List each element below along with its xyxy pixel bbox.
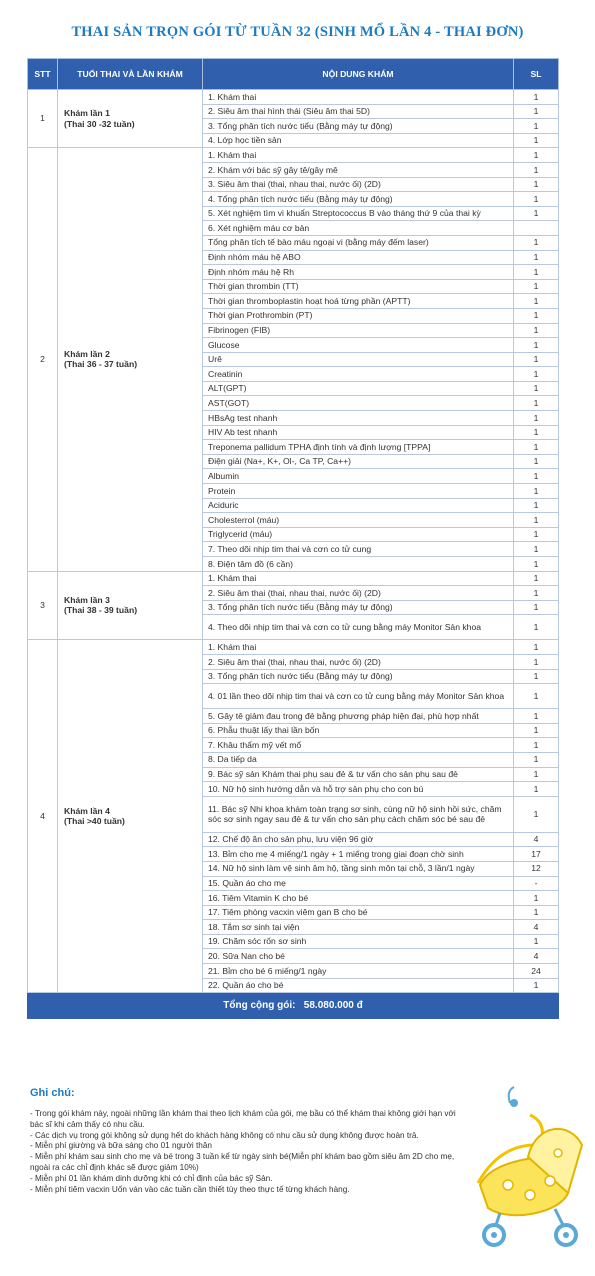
service-quantity: 1 [514,367,559,382]
service-item: 4. Tổng phân tích nước tiểu (Bằng máy tự động) [203,192,514,207]
service-quantity: 1 [514,279,559,294]
total-label: Tổng cộng gói: [223,999,296,1011]
service-item: 14. Nữ hộ sinh làm vệ sinh âm hộ, tầng sinh môn tại chỗ, 3 lần/1 ngày [203,861,514,876]
service-quantity: 1 [514,709,559,724]
visit-range: (Thai 38 - 39 tuần) [64,605,138,616]
visit-name: Khám lần 1 [64,108,110,119]
service-item: Điện giải (Na+, K+, Ol-, Ca TP, Ca++) [203,454,514,469]
service-quantity: 1 [514,905,559,920]
total-value: 58.080.000 đ [303,999,363,1011]
service-quantity: 1 [514,484,559,499]
service-quantity: 1 [514,294,559,309]
service-quantity: 1 [514,396,559,411]
note-item: - Các dịch vụ trong gói không sử dụng hết do khách hàng không có nhu cầu sử dụng không được hoàn trả. [30,1130,419,1140]
service-item: 3. Tổng phân tích nước tiểu (Bằng máy tự động) [203,600,514,615]
service-quantity: 1 [514,654,559,669]
service-item: 4. Theo dõi nhịp tim thai và cơn co tử cung bằng máy Monitor Sản khoa [203,615,514,640]
service-quantity: 1 [514,891,559,906]
service-quantity: 1 [514,782,559,797]
service-quantity: 4 [514,949,559,964]
service-quantity: 1 [514,192,559,207]
service-quantity: 1 [514,338,559,353]
service-quantity: 24 [514,964,559,979]
service-quantity: 12 [514,861,559,876]
service-item: ALT(GPT) [203,381,514,396]
service-quantity: 1 [514,738,559,753]
service-item: 1. Khám thai [203,148,514,163]
service-item: 3. Tổng phân tích nước tiểu (Bằng máy tự động) [203,669,514,684]
service-item: 1. Khám thai [203,90,514,105]
service-quantity: 4 [514,920,559,935]
service-item: Fibrinogen (FIB) [203,323,514,338]
header-visit: TUỔI THAI VÀ LẦN KHÁM [58,59,203,90]
service-item: 6. Xét nghiệm máu cơ bản [203,221,514,236]
service-item: 6. Phẫu thuật lấy thai lần bốn [203,723,514,738]
service-quantity: 1 [514,411,559,426]
service-item: HIV Ab test nhanh [203,425,514,440]
service-quantity: 1 [514,669,559,684]
service-item: 5. Gây tê giảm đau trong đẻ bằng phương pháp hiện đại, phù hợp nhất [203,709,514,724]
note-item: - Miễn phí 01 lần khám dinh dưỡng khi có chỉ định của bác sỹ Sản. [30,1173,273,1183]
service-item: 7. Khâu thẩm mỹ vết mổ [203,738,514,753]
service-item: 3. Tổng phân tích nước tiểu (Bằng máy tự động) [203,119,514,134]
service-item: 2. Khám với bác sỹ gây tê/gây mê [203,162,514,177]
service-quantity [514,221,559,236]
service-item: 9. Bác sỹ sản Khám thai phụ sau đẻ & tư vấn cho sản phụ sau đẻ [203,767,514,782]
service-quantity: 1 [514,265,559,280]
service-quantity: 1 [514,235,559,250]
table-row [28,90,559,105]
page-title: THAI SẢN TRỌN GÓI TỪ TUẦN 32 (SINH MỔ LẦN 4 - THAI ĐƠN) [71,24,524,40]
service-quantity: 1 [514,104,559,119]
service-quantity: 1 [514,767,559,782]
service-item: Tổng phân tích tế bào máu ngoại vi (bằng máy đếm laser) [203,235,514,250]
service-item: Triglycerid (máu) [203,527,514,542]
service-item: 8. Điện tâm đồ (6 cần) [203,557,514,572]
service-quantity: 1 [514,206,559,221]
header-content: NỘI DUNG KHÁM [203,59,514,90]
notes-section [30,1087,470,1195]
service-item: 15. Quần áo cho mẹ [203,876,514,891]
service-quantity: 1 [514,557,559,572]
service-quantity: 1 [514,684,559,709]
total-row [28,993,559,1019]
service-quantity: 1 [514,469,559,484]
service-quantity: 1 [514,600,559,615]
service-item: 20. Sữa Nan cho bé [203,949,514,964]
header-stt: STT [28,59,58,90]
service-quantity: 4 [514,832,559,847]
service-item: Thời gian thromboplastin hoạt hoá từng phần (APTT) [203,294,514,309]
service-quantity: 1 [514,796,559,832]
service-item: Định nhóm máu hệ Rh [203,265,514,280]
service-quantity: 1 [514,615,559,640]
note-item: - Trong gói khám này, ngoài những lần khám thai theo lịch khám của gói, mẹ bầu có thể khám thai không giới hạn với bác sĩ khi cảm thấy có nhu cầu. [30,1109,456,1129]
visit-name: Khám lần 3 [64,594,110,605]
service-item: Treponema pallidum TPHA định tính và định lượng [TPPA] [203,440,514,455]
visit-stt: 1 [28,90,58,148]
service-item: AST(GOT) [203,396,514,411]
service-item: Thời gian Prothrombin (PT) [203,308,514,323]
service-item: 19. Chăm sóc rốn sơ sinh [203,934,514,949]
service-quantity: 1 [514,723,559,738]
service-quantity: 1 [514,148,559,163]
service-item: Glucose [203,338,514,353]
baby-stroller-icon [470,1083,590,1248]
service-quantity: 1 [514,352,559,367]
package-table [27,58,559,1019]
service-quantity: 1 [514,978,559,993]
header-sl: SL [514,59,559,90]
service-quantity: 1 [514,527,559,542]
service-item: Albumin [203,469,514,484]
table-row [28,148,559,163]
service-item: Cholesterrol (máu) [203,513,514,528]
service-item: 11. Bác sỹ Nhi khoa khám toàn trạng sơ sinh, cùng nữ hộ sinh hồi sức, chăm sóc sơ sinh ngay sau đẻ & tư vấn cho sản phụ cách chăm sóc bé sau đẻ [203,796,514,832]
service-item: 1. Khám thai [203,571,514,586]
notes-title: Ghi chú: [30,1087,75,1099]
service-quantity: 1 [514,640,559,655]
service-item: 7. Theo dõi nhịp tim thai và cơn co tử cung [203,542,514,557]
visit-name: Khám lần 2 [64,348,110,359]
service-quantity: 1 [514,934,559,949]
table-row [28,640,559,655]
note-item: - Miễn phí giường và bữa sáng cho 01 người thân [30,1141,212,1151]
service-item: 2. Siêu âm thai (thai, nhau thai, nước ối) (2D) [203,654,514,669]
service-item: Creatinin [203,367,514,382]
service-quantity: 17 [514,847,559,862]
table-row [28,571,559,586]
service-item: 2. Siêu âm thai (thai, nhau thai, nước ối) (2D) [203,586,514,601]
notes-list [30,1109,470,1195]
visit-label [58,148,203,571]
service-quantity: 1 [514,440,559,455]
service-quantity: 1 [514,133,559,148]
note-item: - Miễn phí khám sau sinh cho mẹ và bé trong 3 tuần kể từ ngày sinh bé(Miễn phí khám bao gồm siêu âm 2D cho mẹ, ngoài ra các chỉ định khác sẽ được giảm 10%) [30,1152,455,1172]
service-item: 8. Da tiếp da [203,752,514,767]
service-item: 4. Lớp học tiền sản [203,133,514,148]
service-quantity: 1 [514,425,559,440]
service-quantity: 1 [514,308,559,323]
service-item: Urê [203,352,514,367]
table-body [28,90,559,993]
service-item: HBsAg test nhanh [203,411,514,426]
visit-range: (Thai >40 tuần) [64,816,125,827]
visit-stt: 3 [28,571,58,640]
visit-range: (Thai 30 -32 tuần) [64,118,135,129]
total-cell [28,993,559,1019]
service-item: 4. 01 lần theo dõi nhịp tim thai và cơn co tử cung bằng máy Monitor Sản khoa [203,684,514,709]
service-item: 21. Bỉm cho bé 6 miếng/1 ngày [203,964,514,979]
service-quantity: 1 [514,454,559,469]
service-quantity: 1 [514,571,559,586]
service-item: 1. Khám thai [203,640,514,655]
service-quantity: 1 [514,498,559,513]
visit-name: Khám lần 4 [64,805,110,816]
service-item: 3. Siêu âm thai (thai, nhau thai, nước ối) (2D) [203,177,514,192]
service-quantity: 1 [514,586,559,601]
service-quantity: 1 [514,323,559,338]
service-item: 2. Siêu âm thai hình thái (Siêu âm thai 5D) [203,104,514,119]
service-item: Thời gian thrombin (TT) [203,279,514,294]
service-item: Protein [203,484,514,499]
visit-label [58,571,203,640]
visit-stt: 2 [28,148,58,571]
service-quantity: 1 [514,542,559,557]
service-item: 16. Tiêm Vitamin K cho bé [203,891,514,906]
service-quantity: 1 [514,119,559,134]
service-item: 10. Nữ hộ sinh hướng dẫn và hỗ trợ sản phụ cho con bú [203,782,514,797]
visit-stt: 4 [28,640,58,993]
service-item: Định nhóm máu hệ ABO [203,250,514,265]
visit-label [58,90,203,148]
service-item: 18. Tắm sơ sinh tại viện [203,920,514,935]
note-item: - Miễn phí tiêm vacxin Uốn ván vào các tuần cần thiết tùy theo thực tế từng khách hàng. [30,1184,350,1194]
service-item: 12. Chế độ ăn cho sản phụ, lưu viện 96 giờ [203,832,514,847]
visit-range: (Thai 36 - 37 tuần) [64,359,138,370]
service-quantity: 1 [514,752,559,767]
service-quantity: 1 [514,381,559,396]
service-item: 17. Tiêm phòng vacxin viêm gan B cho bé [203,905,514,920]
visit-label [58,640,203,993]
service-quantity: 1 [514,162,559,177]
service-quantity: 1 [514,90,559,105]
service-quantity: 1 [514,513,559,528]
service-quantity: 1 [514,177,559,192]
table-header-row [28,59,559,90]
service-item: 13. Bỉm cho mẹ 4 miếng/1 ngày + 1 miếng trong giai đoạn chờ sinh [203,847,514,862]
service-quantity: - [514,876,559,891]
service-item: Aciduric [203,498,514,513]
service-item: 22. Quần áo cho bé [203,978,514,993]
service-quantity: 1 [514,250,559,265]
service-item: 5. Xét nghiệm tìm vi khuẩn Streptococcus B vào tháng thứ 9 của thai kỳ [203,206,514,221]
